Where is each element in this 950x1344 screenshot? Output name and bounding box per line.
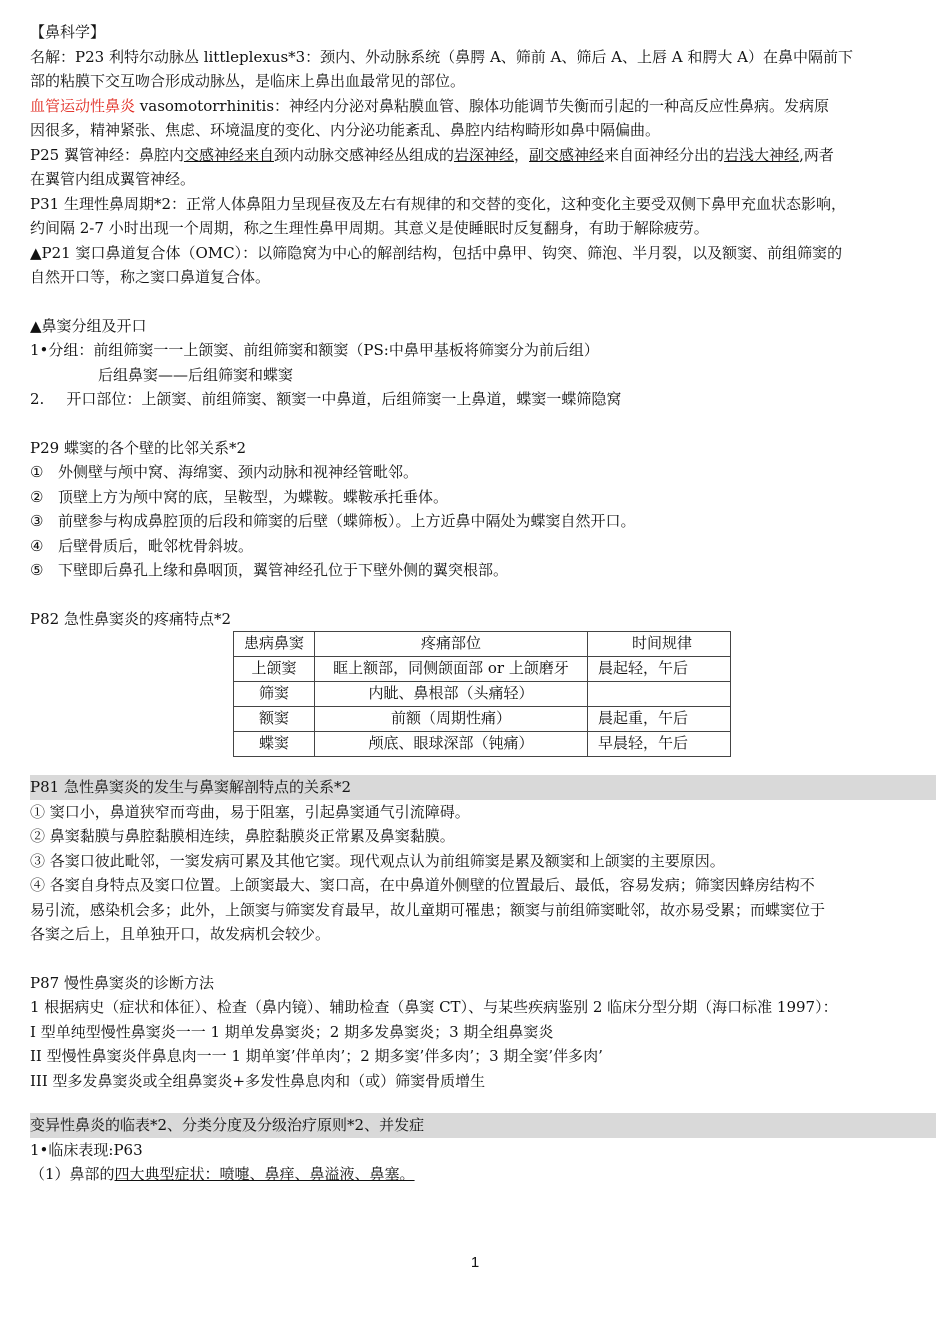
relation-item: ④ 各窦自身特点及窦口位置。上颌窦最大、窦口高，在中鼻道外侧壁的位置最后、最低，容易发病；筛窦因蜂房结构不 易引流，感染机会多；此外，上颌窦与筛窦发育最早，故儿童期可罹患；额窦与前组筛窦毗邻，故亦易受累；而蝶窦位于 各窦之后上，且单独开口，故发病机会较少。: [30, 876, 826, 943]
allergic-title-banner: 变异性鼻炎的临表*2、分类分度及分级治疗原则*2、并发症: [30, 1113, 936, 1138]
relation-title-banner: P81 急性鼻窦炎的发生与鼻窦解剖特点的关系*2: [30, 775, 936, 800]
table-row: 筛窦 内眦、鼻根部（头痛轻）: [234, 682, 731, 707]
sinus-group-line: 1•分组：前组筛窦一一上颌窦、前组筛窦和额窦（PS:中鼻甲基板将筛窦分为前后组）: [30, 341, 599, 359]
document-page: [30, 20, 936, 1187]
chronic-line: II 型慢性鼻窦炎伴鼻息肉一一 1 期单窦’伴单肉’；2 期多窦’伴多肉’；3 期全窦’伴多肉’: [30, 1047, 603, 1065]
relation-item: ① 窦口小，鼻道狭窄而弯曲，易于阻塞，引起鼻窦通气引流障碍。: [30, 802, 470, 821]
definition-little-plexus: 名解：P23 利特尔动脉丛 littleplexus*3：颈内、外动脉系统（鼻腭 A、筛前 A、筛后 A、上唇 A 和腭大 A）在鼻中隔前下 部的粘膜下交互吻合形成动脉丛，是临床上鼻出血最常见的部位。: [30, 47, 853, 90]
table-row: 上颌窦 眶上额部，同侧颌面部 or 上颌磨牙 晨起轻，午后: [234, 657, 731, 682]
table-header-row: 患病鼻窦 疼痛部位 时间规律: [234, 632, 731, 657]
chronic-line: III 型多发鼻窦炎或全组鼻窦炎+多发性鼻息肉和（或）筛窦骨质增生: [30, 1071, 486, 1090]
table-row: 蝶窦 颅底、眼球深部（钝痛） 早晨轻，午后: [234, 732, 731, 757]
relation-item: ② 鼻窦黏膜与鼻腔黏膜相连续，鼻腔黏膜炎正常累及鼻窦黏膜。: [30, 827, 455, 845]
chronic-line: 1 根据病史（症状和体征）、检查（鼻内镜）、辅助检查（鼻窦 CT）、与某些疾病鉴别 2 临床分型分期（海口标准 1997）：: [30, 998, 838, 1016]
chronic-title: P87 慢性鼻窦炎的诊断方法: [30, 973, 214, 992]
red-term: 血管运动性鼻炎: [30, 96, 136, 115]
sinus-group-line: 后组鼻窦——后组筛窦和蝶窦: [98, 365, 294, 384]
pain-table: [233, 631, 731, 757]
table-row: 额窦 前额（周期性痛） 晨起重，午后: [234, 707, 731, 732]
list-item: ④ 后壁骨质后，毗邻枕骨斜坡。: [30, 536, 254, 555]
page-number: 1: [470, 1254, 480, 1271]
sinus-opening-line: 2. 开口部位：上颌窦、前组筛窦、额窦一中鼻道，后组筛窦一上鼻道，蝶窦一蝶筛隐窝: [30, 390, 622, 408]
sphenoid-list: [30, 460, 936, 583]
definition-nasal-cycle: P31 生理性鼻周期*2：正常人体鼻阻力呈现昼夜及左右有规律的和交替的变化，这种变化主要受双侧下鼻甲充血状态影响， 约间隔 2-7 小时出现一个周期，称之生理性鼻甲周期。其意义是使睡眠时反复翻身，有助于解除疲劳。: [30, 194, 846, 237]
relation-item: ③ 各窦口彼此毗邻，一窦发病可累及其他它窦。现代观点认为前组筛窦是累及额窦和上颌窦的主要原因。: [30, 851, 725, 870]
definition-vidian-nerve: P25 翼管神经：鼻腔内交感神经来自颈内动脉交感神经丛组成的岩深神经，副交感神经来自面神经分出的岩浅大神经,两者 在翼管内组成翼管神经。: [30, 145, 834, 188]
sphenoid-title: P29 蝶窦的各个壁的比邻关系*2: [30, 438, 246, 457]
list-item: ③ 前壁参与构成鼻腔顶的后段和筛窦的后壁（蝶筛板）。上方近鼻中隔处为蝶窦自然开口。: [30, 512, 636, 530]
allergic-line: （1）鼻部的四大典型症状：喷嚏、鼻痒、鼻溢液、鼻塞。: [30, 1165, 415, 1183]
chronic-line: I 型单纯型慢性鼻窦炎一一 1 期单发鼻窦炎；2 期多发鼻窦炎；3 期全组鼻窦炎: [30, 1022, 554, 1041]
sinus-group-title: ▲鼻窦分组及开口: [30, 316, 147, 335]
list-item: ① 外侧壁与颅中窝、海绵窦、颈内动脉和视神经管毗邻。: [30, 463, 419, 481]
list-item: ⑤ 下壁即后鼻孔上缘和鼻咽顶，翼管神经孔位于下壁外侧的翼突根部。: [30, 561, 509, 579]
list-item: ② 顶壁上方为颅中窝的底，呈鞍型，为蝶鞍。蝶鞍承托垂体。: [30, 487, 449, 506]
allergic-line: 1•临床表现:P63: [30, 1140, 143, 1159]
pain-title: P82 急性鼻窦炎的疼痛特点*2: [30, 609, 231, 628]
section-heading: 【鼻科学】: [30, 23, 106, 41]
definition-omc: ▲P21 窦口鼻道复合体（OMC）：以筛隐窝为中心的解剖结构，包括中鼻甲、钩突、筛泡、半月裂，以及额窦、前组筛窦的 自然开口等，称之窦口鼻道复合体。: [30, 243, 843, 286]
definition-vasomotor-rhinitis: 血管运动性鼻炎 vasomotorrhinitis：神经内分泌对鼻粘膜血管、腺体功能调节失衡而引起的一种高反应性鼻病。发病原 因很多，精神紧张、焦虑、环境温度的变化、内分泌功能紊乱、鼻腔内结构畸形如鼻中隔偏曲。: [30, 96, 830, 139]
